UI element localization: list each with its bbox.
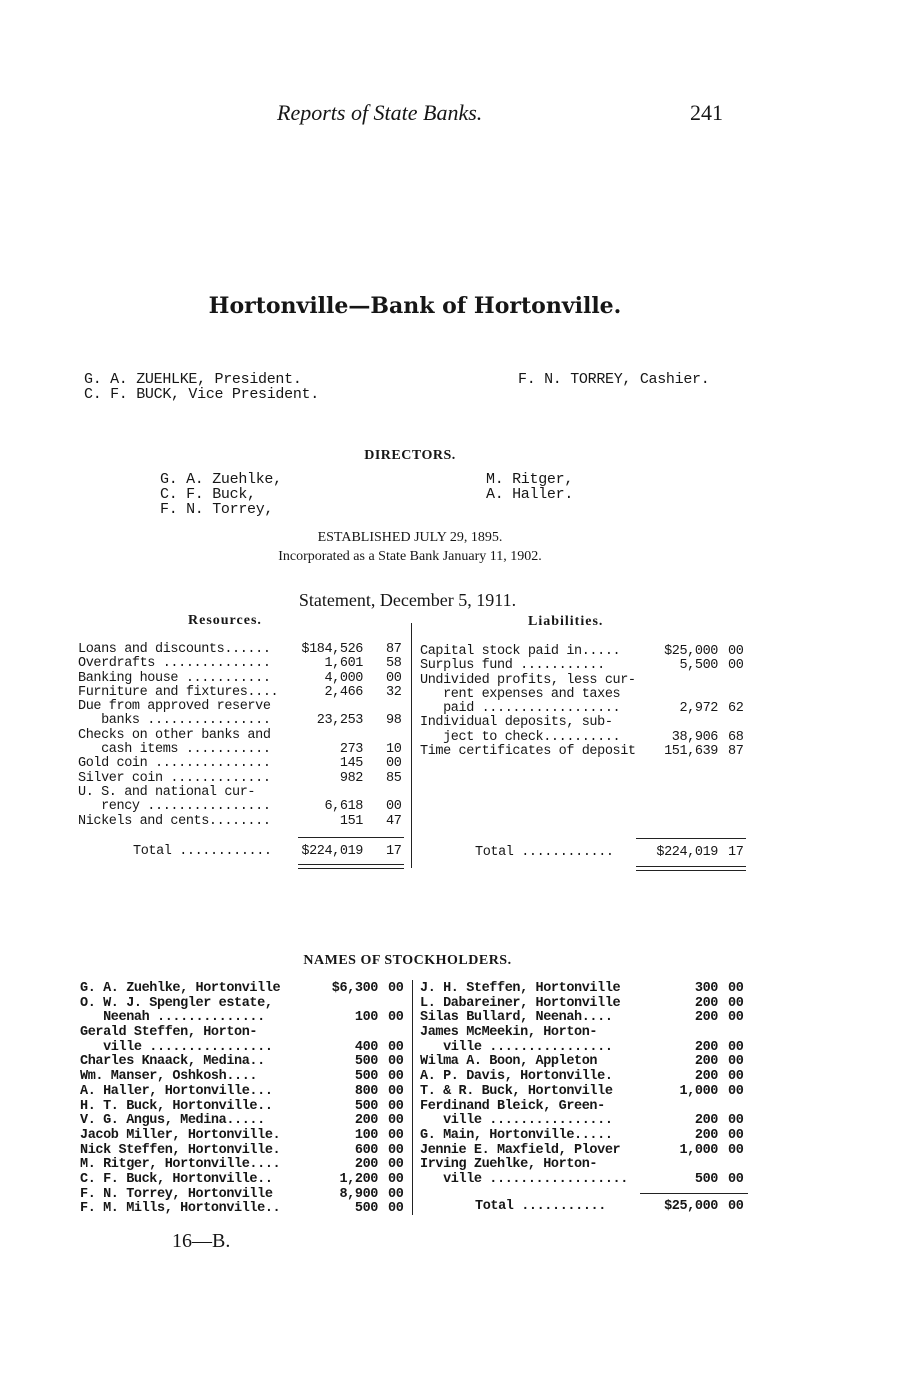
- resources-total: [78, 845, 408, 859]
- liabilities-table: [420, 645, 750, 759]
- director-name: C. F. Buck,: [160, 486, 256, 503]
- director-name: F. N. Torrey,: [160, 501, 274, 518]
- running-header-title: Reports of State Banks.: [277, 100, 483, 125]
- stockholder-row: Wilma A. Boon, Appleton 200 00: [420, 1054, 744, 1070]
- stockholder-row: T. & R. Buck, Hortonville 1,000 00: [420, 1083, 744, 1099]
- stockholder-row: G. Main, Hortonville..... 200 00: [420, 1127, 744, 1143]
- stockholder-row: F. N. Torrey, Hortonville 8,900 00: [80, 1186, 404, 1202]
- resources-table: [78, 643, 408, 829]
- stockholder-row: James McMeekin, Horton-: [420, 1025, 598, 1041]
- liability-total-row: Total ............ $224,019 17: [475, 845, 744, 860]
- signature-mark: 16—B.: [172, 1230, 231, 1252]
- stockholder-row: J. H. Steffen, Hortonville 300 00: [420, 981, 744, 996]
- stockholder-row: ville ................ 200 00: [420, 1039, 744, 1055]
- established-date: ESTABLISHED JULY 29, 1895.: [317, 530, 503, 545]
- stockholder-row: Jacob Miller, Hortonville. 100 00: [80, 1127, 404, 1143]
- stockholder-row: Jennie E. Maxfield, Plover 1,000 00: [420, 1142, 744, 1158]
- liability-row: Surplus fund ........... 5,500 00: [420, 658, 744, 674]
- resource-row: Furniture and fixtures.... 2,466 32: [78, 684, 402, 700]
- liability-row: Undivided profits, less cur-: [420, 672, 636, 688]
- stockholder-row: C. F. Buck, Hortonville.. 1,200 00: [80, 1171, 404, 1187]
- stockholder-row: Wm. Manser, Oshkosh.... 500 00: [80, 1069, 404, 1085]
- stockholder-row: ville .................. 500 00: [420, 1171, 744, 1187]
- liabilities-double-rule: [636, 870, 746, 871]
- directors-heading: DIRECTORS.: [364, 448, 456, 463]
- stockholders-total-row: Total ........... $25,000 00: [475, 1199, 744, 1214]
- statement-column-divider: [411, 623, 412, 868]
- stockholder-row: Charles Knaack, Medina.. 500 00: [80, 1054, 404, 1070]
- resource-row: Gold coin ............... 145 00: [78, 756, 402, 772]
- resource-row: Silver coin ............. 982 85: [78, 770, 402, 786]
- resources-heading: Resources.: [188, 613, 262, 628]
- stockholders-heading: NAMES OF STOCKHOLDERS.: [303, 953, 512, 968]
- stockholders-total: [420, 1200, 750, 1215]
- resources-total-rule: [298, 837, 404, 838]
- resource-row: Nickels and cents........ 151 47: [78, 813, 402, 829]
- stockholder-row: Gerald Steffen, Horton-: [80, 1025, 258, 1041]
- resource-row: Overdrafts .............. 1,601 58: [78, 656, 402, 672]
- liability-row: Time certificates of deposit 151,639 87: [420, 744, 744, 760]
- stockholder-row: Neenah .............. 100 00: [80, 1010, 404, 1026]
- liability-row: rent expenses and taxes: [420, 686, 621, 702]
- director-name: A. Haller.: [486, 486, 574, 503]
- director-name: G. A. Zuehlke,: [160, 471, 282, 488]
- liability-row: ject to check.......... 38,906 68: [420, 729, 744, 745]
- stockholder-row: Silas Bullard, Neenah.... 200 00: [420, 1010, 744, 1026]
- officer-president: G. A. ZUEHLKE, President.: [84, 371, 302, 388]
- bank-title: Hortonville—Bank of Hortonville.: [208, 293, 622, 319]
- liabilities-total: [420, 846, 750, 860]
- stockholders-total-rule: [640, 1193, 748, 1194]
- stockholder-row: ville ................ 200 00: [420, 1113, 744, 1129]
- resource-row: Banking house ........... 4,000 00: [78, 670, 402, 686]
- liability-row: paid .................. 2,972 62: [420, 701, 744, 717]
- stockholder-row: O. W. J. Spengler estate,: [80, 995, 273, 1011]
- resources-double-rule: [298, 868, 404, 869]
- statement-title: Statement, December 5, 1911.: [298, 590, 517, 610]
- officer-vice-president: C. F. BUCK, Vice President.: [84, 386, 319, 403]
- stockholder-row: G. A. Zuehlke, Hortonville $6,300 00: [80, 981, 404, 996]
- officer-cashier: F. N. TORREY, Cashier.: [518, 371, 710, 388]
- page-number: 241: [690, 100, 723, 125]
- stockholders-left-list: [80, 982, 410, 1217]
- resources-double-rule: [298, 864, 404, 865]
- stockholder-row: H. T. Buck, Hortonville.. 500 00: [80, 1098, 404, 1114]
- stockholder-row: V. G. Angus, Medina..... 200 00: [80, 1113, 404, 1129]
- resource-row: Due from approved reserve: [78, 699, 271, 715]
- stockholders-column-divider: [412, 980, 413, 1215]
- resource-row: rency ................ 6,618 00: [78, 799, 402, 815]
- incorporated-date: Incorporated as a State Bank January 11, 1902.: [278, 549, 542, 564]
- stockholder-row: A. Haller, Hortonville... 800 00: [80, 1083, 404, 1099]
- resource-row: banks ................ 23,253 98: [78, 713, 402, 729]
- resource-row: Loans and discounts...... $184,526 87: [78, 642, 402, 657]
- resource-row: cash items ........... 273 10: [78, 742, 402, 758]
- stockholder-row: A. P. Davis, Hortonville. 200 00: [420, 1069, 744, 1085]
- stockholder-row: L. Dabareiner, Hortonville 200 00: [420, 995, 744, 1011]
- stockholder-row: ville ................ 400 00: [80, 1039, 404, 1055]
- resource-row: Checks on other banks and: [78, 727, 271, 743]
- liabilities-total-rule: [636, 838, 746, 839]
- stockholder-row: F. M. Mills, Hortonville.. 500 00: [80, 1201, 404, 1217]
- stockholders-right-list: [420, 982, 750, 1188]
- resource-row: U. S. and national cur-: [78, 784, 256, 800]
- liability-row: Capital stock paid in..... $25,000 00: [420, 644, 744, 659]
- stockholder-row: M. Ritger, Hortonville.... 200 00: [80, 1157, 404, 1173]
- liability-row: Individual deposits, sub-: [420, 715, 613, 731]
- resource-total-row: Total ............ $224,019 17: [133, 844, 402, 859]
- stockholder-row: Nick Steffen, Hortonville. 600 00: [80, 1142, 404, 1158]
- liabilities-heading: Liabilities.: [528, 614, 604, 629]
- stockholder-row: Ferdinand Bleick, Green-: [420, 1098, 605, 1114]
- stockholder-row: Irving Zuehlke, Horton-: [420, 1157, 598, 1173]
- director-name: M. Ritger,: [486, 471, 574, 488]
- liabilities-double-rule: [636, 866, 746, 867]
